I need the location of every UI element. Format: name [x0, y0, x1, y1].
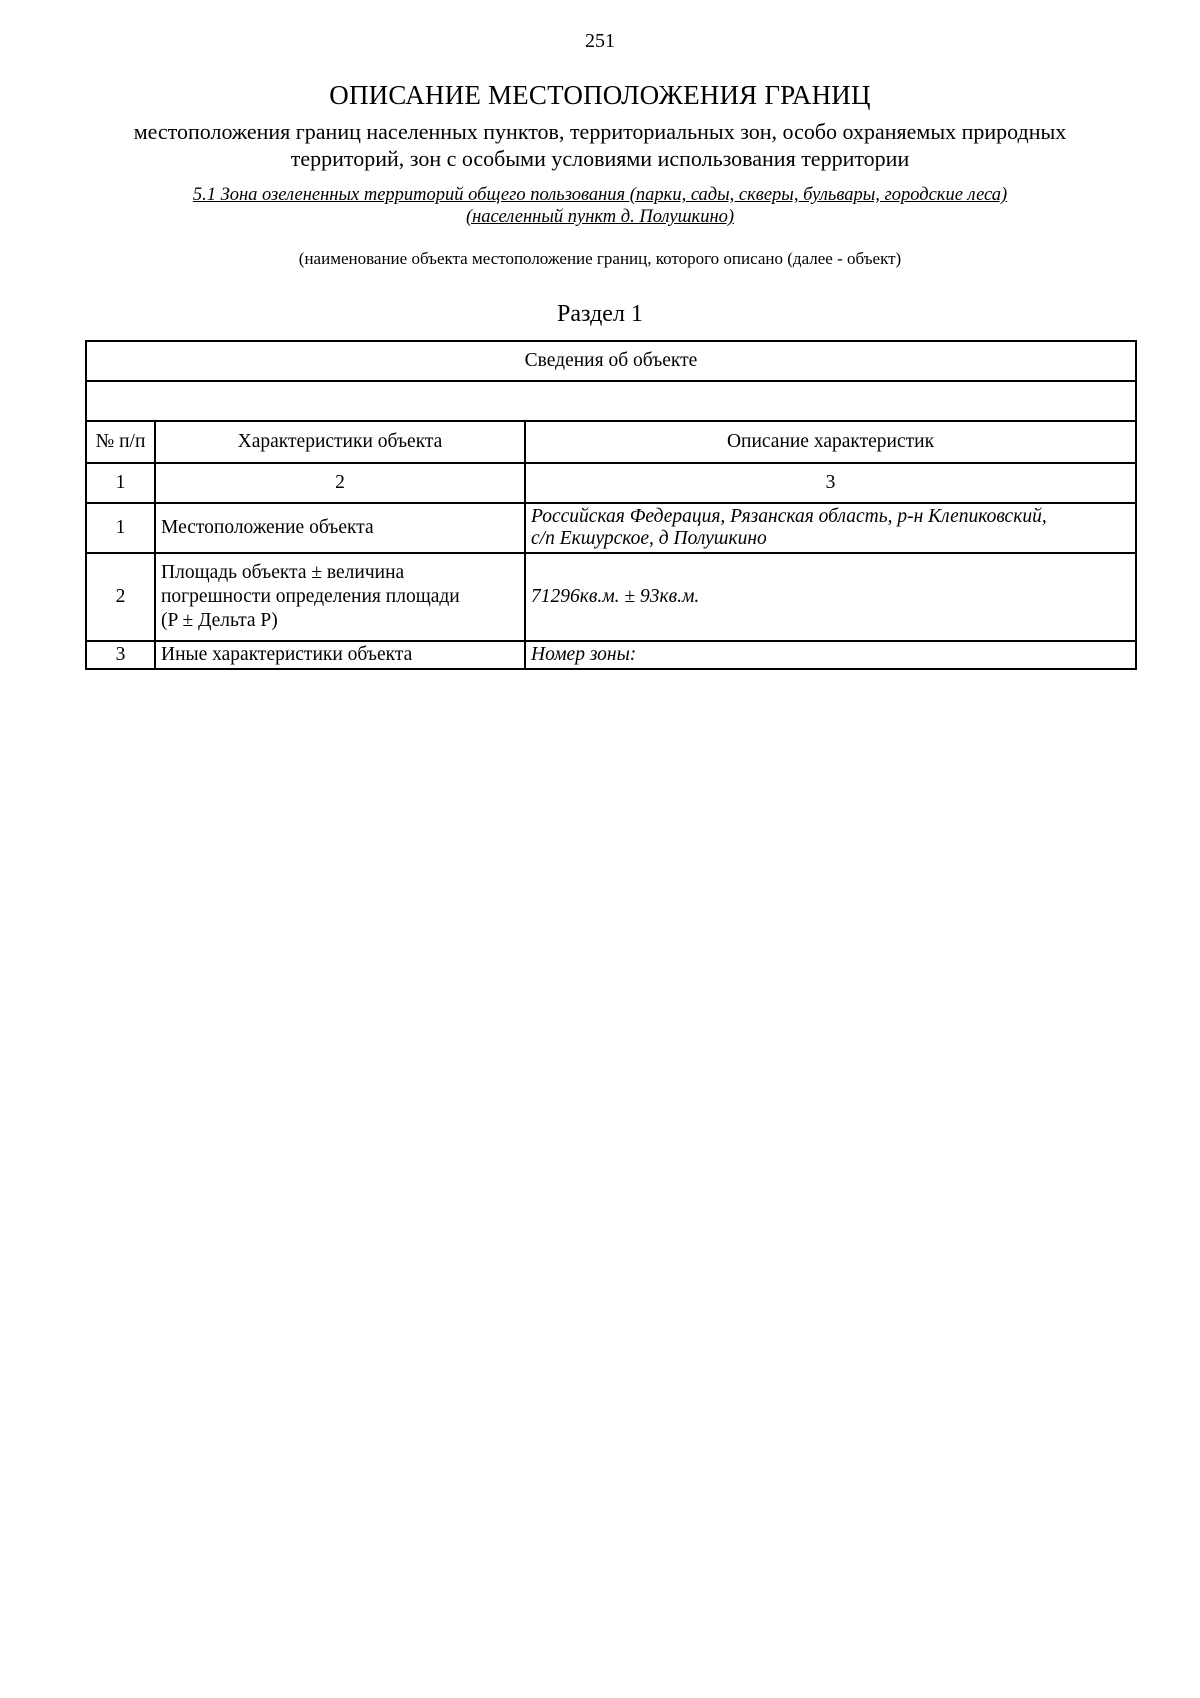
row-description-line2: с/п Екшурское, д Полушкино: [531, 528, 767, 549]
document-title: ОПИСАНИЕ МЕСТОПОЛОЖЕНИЯ ГРАНИЦ: [329, 80, 871, 110]
column-number-1: 1: [86, 463, 155, 503]
table-empty-row: [86, 381, 1136, 421]
object-name-line2: (населенный пункт д. Полушкино): [465, 207, 735, 227]
table-row: [86, 503, 1136, 553]
object-caption: (наименование объекта местоположение границ, которого описано (далее - объект): [298, 249, 902, 268]
table-row: [86, 553, 1136, 641]
table-header-row: [86, 421, 1136, 463]
row-description: [525, 503, 1136, 553]
column-number-3: 3: [525, 463, 1136, 503]
row-description: 71296кв.м. ± 93кв.м.: [525, 553, 1136, 641]
object-name-line1: 5.1 Зона озелененных территорий общего пользования (парки, сады, скверы, бульвары, городские леса): [192, 185, 1008, 205]
object-name: [90, 184, 1110, 228]
table-empty-cell: [86, 381, 1136, 421]
page-number: 251: [585, 30, 615, 52]
object-info-table: [85, 340, 1137, 670]
table-row: [86, 641, 1136, 669]
row-characteristic: Иные характеристики объекта: [155, 641, 525, 669]
row-characteristic: [155, 553, 525, 641]
document-subtitle: местоположения границ населенных пунктов, территориальных зон, особо охраняемых природных территорий, зон с особыми условиями использования территории: [133, 119, 1067, 171]
row-characteristic-line3: (P ± Дельта P): [161, 610, 278, 631]
row-description-line1: Российская Федерация, Рязанская область, р-н Клепиковский,: [531, 506, 1047, 527]
column-number-2: 2: [155, 463, 525, 503]
row-characteristic-line1: Площадь объекта ± величина: [161, 562, 405, 583]
table-caption: Сведения об объекте: [86, 341, 1136, 381]
section-title: Раздел 1: [557, 301, 643, 327]
row-number: 1: [86, 503, 155, 553]
header-number: № п/п: [86, 421, 155, 463]
row-number: 3: [86, 641, 155, 669]
row-description: Номер зоны:: [525, 641, 1136, 669]
header-characteristic: Характеристики объекта: [155, 421, 525, 463]
row-characteristic-line2: погрешности определения площади: [161, 586, 460, 607]
table-column-numbers-row: [86, 463, 1136, 503]
table-caption-row: [86, 341, 1136, 381]
row-number: 2: [86, 553, 155, 641]
header-description: Описание характеристик: [525, 421, 1136, 463]
row-characteristic: Местоположение объекта: [155, 503, 525, 553]
